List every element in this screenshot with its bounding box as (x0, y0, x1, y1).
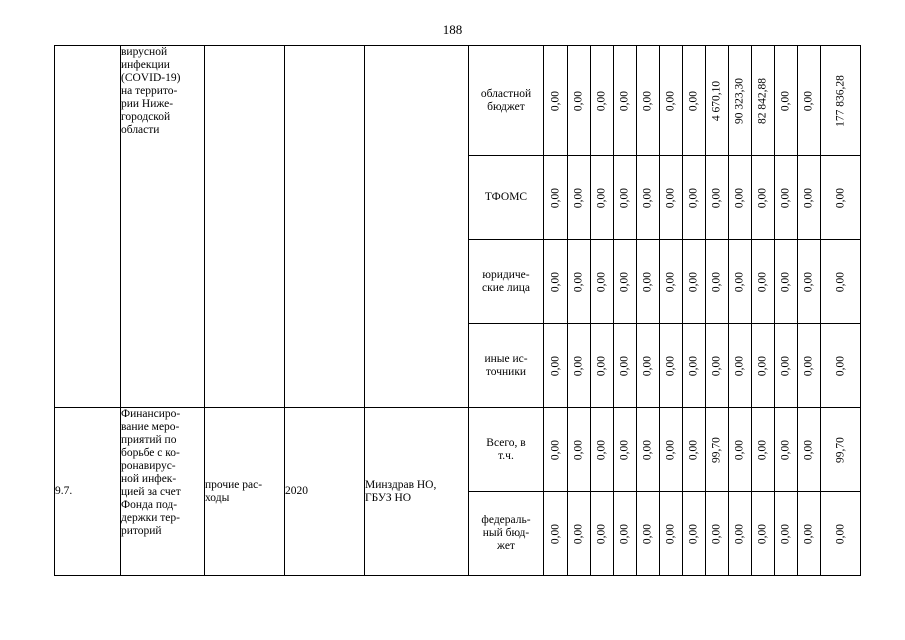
value-cell (683, 408, 706, 492)
value-text: 0,00 (641, 271, 654, 292)
value-cell (637, 156, 660, 240)
text-line: области (121, 124, 160, 136)
value-cell (660, 240, 683, 324)
value-text: 0,00 (756, 523, 769, 544)
value-text: 0,00 (802, 187, 815, 208)
text-line: точники (485, 365, 527, 378)
value-cell (821, 240, 861, 324)
text-line: вание меро- (121, 421, 180, 433)
value-text: 0,00 (618, 271, 631, 292)
text-line: рии Ниже- (121, 98, 174, 110)
value-cell (821, 492, 861, 576)
value-cell (729, 156, 752, 240)
value-cell (637, 46, 660, 156)
value-text: 0,00 (779, 523, 792, 544)
value-text: 0,00 (595, 90, 608, 111)
value-text: 0,00 (641, 439, 654, 460)
value-text: 177 836,28 (834, 74, 846, 127)
value-cell (544, 46, 568, 156)
value-cell (591, 240, 614, 324)
value-text: 0,00 (618, 90, 631, 111)
value-text: 4 670,10 (710, 80, 723, 121)
value-text: 0,00 (572, 271, 585, 292)
funding-source-cell (469, 156, 544, 240)
executor-cell (365, 408, 469, 576)
value-cell (706, 46, 729, 156)
value-cell (591, 408, 614, 492)
value-text: 0,00 (664, 90, 677, 111)
value-cell (544, 240, 568, 324)
value-cell (798, 240, 821, 324)
value-text: 0,00 (834, 187, 846, 208)
value-cell (798, 46, 821, 156)
value-text: 0,00 (710, 355, 723, 376)
funding-source-cell (469, 240, 544, 324)
value-text: 0,00 (687, 90, 700, 111)
value-cell (568, 156, 591, 240)
value-text: 0,00 (834, 523, 846, 544)
value-text: 0,00 (549, 439, 561, 460)
measure-cell (121, 408, 205, 576)
value-text: 0,00 (595, 271, 608, 292)
text-line: Фонда под- (121, 499, 178, 511)
funding-source-cell (469, 46, 544, 156)
value-cell (683, 46, 706, 156)
value-text: 0,00 (664, 523, 677, 544)
value-text: 0,00 (549, 355, 561, 376)
value-text: 0,00 (664, 355, 677, 376)
value-cell (544, 324, 568, 408)
value-cell (568, 240, 591, 324)
value-text: 0,00 (572, 439, 585, 460)
value-text: 0,00 (687, 439, 700, 460)
value-cell (798, 156, 821, 240)
value-cell (706, 408, 729, 492)
value-text: 0,00 (641, 355, 654, 376)
value-cell (752, 324, 775, 408)
value-cell (683, 156, 706, 240)
year-cell (285, 46, 365, 408)
value-cell (798, 324, 821, 408)
value-cell (729, 240, 752, 324)
value-cell (637, 324, 660, 408)
value-text: 0,00 (802, 355, 815, 376)
text-line: бюджет (487, 100, 525, 113)
value-text: 0,00 (641, 523, 654, 544)
value-text: 0,00 (572, 523, 585, 544)
text-line: инфекции (121, 59, 170, 71)
value-cell (729, 408, 752, 492)
measure-cell (121, 46, 205, 408)
text-line: ские лица (482, 281, 530, 294)
value-text: 0,00 (664, 271, 677, 292)
value-cell (706, 156, 729, 240)
value-text: 0,00 (779, 90, 792, 111)
text-line: борьбе с ко- (121, 447, 180, 459)
value-text: 0,00 (802, 90, 815, 111)
expense-type-cell (205, 408, 285, 576)
value-text: 0,00 (779, 187, 792, 208)
value-text: 0,00 (733, 439, 746, 460)
value-cell (821, 46, 861, 156)
value-cell (614, 240, 637, 324)
value-text: 0,00 (834, 271, 846, 292)
funding-source-cell (469, 324, 544, 408)
value-text: 0,00 (618, 523, 631, 544)
text-line: юридиче- (482, 268, 530, 281)
value-text: 0,00 (618, 187, 631, 208)
text-line: (COVID-19) (121, 72, 181, 84)
text-line: жет (497, 540, 515, 552)
funding-source-cell (469, 492, 544, 576)
text-line: цией за счет (121, 486, 181, 498)
value-cell (798, 408, 821, 492)
page-number: 188 (442, 22, 463, 37)
text-line: держки тер- (121, 512, 180, 524)
value-cell (821, 156, 861, 240)
value-cell (752, 492, 775, 576)
value-cell (637, 408, 660, 492)
value-cell (591, 324, 614, 408)
text-line: т.ч. (498, 449, 514, 462)
value-text: 0,00 (618, 355, 631, 376)
value-cell (775, 492, 798, 576)
value-text: 0,00 (641, 187, 654, 208)
value-cell (637, 492, 660, 576)
text-line: вирусной (121, 46, 168, 58)
value-text: 0,00 (802, 523, 815, 544)
value-cell (752, 240, 775, 324)
value-text: 0,00 (687, 187, 700, 208)
budget-table (54, 45, 861, 576)
value-text: 0,00 (756, 271, 769, 292)
value-text: 0,00 (595, 355, 608, 376)
value-cell (683, 492, 706, 576)
text-line: ТФОМС (484, 191, 528, 203)
value-text: 99,70 (710, 436, 723, 463)
value-text: 0,00 (733, 187, 746, 208)
table-row (55, 46, 861, 156)
value-cell (660, 156, 683, 240)
value-text: 0,00 (802, 271, 815, 292)
value-text: 0,00 (687, 271, 700, 292)
value-cell (683, 240, 706, 324)
value-text: 90 323,30 (733, 77, 746, 124)
value-text: 0,00 (595, 523, 608, 544)
value-cell (775, 408, 798, 492)
value-cell (775, 156, 798, 240)
text-line: ной инфек- (121, 473, 177, 485)
text-line: Финансиро- (121, 408, 181, 420)
text-line: областной (480, 87, 532, 100)
year-cell: 2020 (285, 408, 365, 576)
value-cell (544, 408, 568, 492)
value-cell (775, 46, 798, 156)
value-text: 0,00 (779, 271, 792, 292)
value-text: 0,00 (710, 523, 723, 544)
value-cell (660, 408, 683, 492)
funding-source-cell (469, 408, 544, 492)
text-line: Всего, в (486, 436, 526, 449)
value-text: 0,00 (572, 355, 585, 376)
value-text: 0,00 (779, 355, 792, 376)
value-text: 0,00 (595, 439, 608, 460)
value-cell (591, 156, 614, 240)
value-text: 0,00 (572, 187, 585, 208)
value-text: 0,00 (779, 439, 792, 460)
value-text: 0,00 (618, 439, 631, 460)
executor-cell (365, 46, 469, 408)
value-cell (752, 46, 775, 156)
value-text: 0,00 (664, 187, 677, 208)
expense-type-cell (205, 46, 285, 408)
value-cell (591, 492, 614, 576)
value-text: 0,00 (687, 355, 700, 376)
text-line: прочие рас- (205, 478, 263, 491)
value-cell (660, 46, 683, 156)
value-text: 0,00 (756, 355, 769, 376)
value-cell (775, 240, 798, 324)
text-line: на террито- (121, 85, 178, 97)
value-text: 0,00 (710, 187, 723, 208)
table-row (55, 408, 861, 492)
value-text: 0,00 (802, 439, 815, 460)
text-line: ходы (205, 491, 230, 504)
value-cell (568, 408, 591, 492)
value-cell (729, 46, 752, 156)
text-line: иные ис- (484, 352, 528, 365)
value-cell (544, 492, 568, 576)
value-text: 0,00 (733, 523, 746, 544)
value-cell (614, 324, 637, 408)
item-number-cell: 9.7. (55, 408, 121, 576)
value-cell (706, 324, 729, 408)
value-cell (614, 408, 637, 492)
value-text: 0,00 (549, 187, 561, 208)
text-line: ГБУЗ НО (365, 491, 412, 504)
value-text: 99,70 (834, 436, 846, 463)
item-number-cell (55, 46, 121, 408)
value-text: 0,00 (549, 523, 561, 544)
value-cell (568, 324, 591, 408)
value-cell (706, 492, 729, 576)
value-text: 0,00 (572, 90, 585, 111)
value-text: 0,00 (733, 355, 746, 376)
value-cell (614, 46, 637, 156)
value-text: 0,00 (687, 523, 700, 544)
value-cell (752, 408, 775, 492)
value-cell (568, 46, 591, 156)
value-cell (752, 156, 775, 240)
value-text: 0,00 (710, 271, 723, 292)
text-line: федераль- (481, 514, 531, 526)
value-cell (798, 492, 821, 576)
value-cell (729, 324, 752, 408)
value-cell (614, 492, 637, 576)
value-cell (729, 492, 752, 576)
value-text: 0,00 (641, 90, 654, 111)
value-cell (821, 324, 861, 408)
value-cell (568, 492, 591, 576)
value-cell (614, 156, 637, 240)
text-line: Минздрав НО, (365, 478, 437, 491)
value-cell (591, 46, 614, 156)
value-cell (660, 492, 683, 576)
value-text: 0,00 (733, 271, 746, 292)
text-line: приятий по (121, 434, 177, 446)
value-cell (544, 156, 568, 240)
value-text: 0,00 (549, 90, 561, 111)
value-text: 0,00 (834, 355, 846, 376)
value-cell (660, 324, 683, 408)
value-text: 82 842,88 (756, 77, 769, 124)
value-text: 0,00 (664, 439, 677, 460)
text-line: ронавирус- (121, 460, 176, 472)
value-cell (706, 240, 729, 324)
text-line: ный бюд- (482, 527, 530, 539)
text-line: риторий (121, 525, 162, 537)
value-cell (775, 324, 798, 408)
value-text: 0,00 (549, 271, 561, 292)
value-cell (821, 408, 861, 492)
value-text: 0,00 (756, 439, 769, 460)
value-text: 0,00 (756, 187, 769, 208)
value-text: 0,00 (595, 187, 608, 208)
text-line: городской (121, 111, 171, 123)
value-cell (683, 324, 706, 408)
value-cell (637, 240, 660, 324)
